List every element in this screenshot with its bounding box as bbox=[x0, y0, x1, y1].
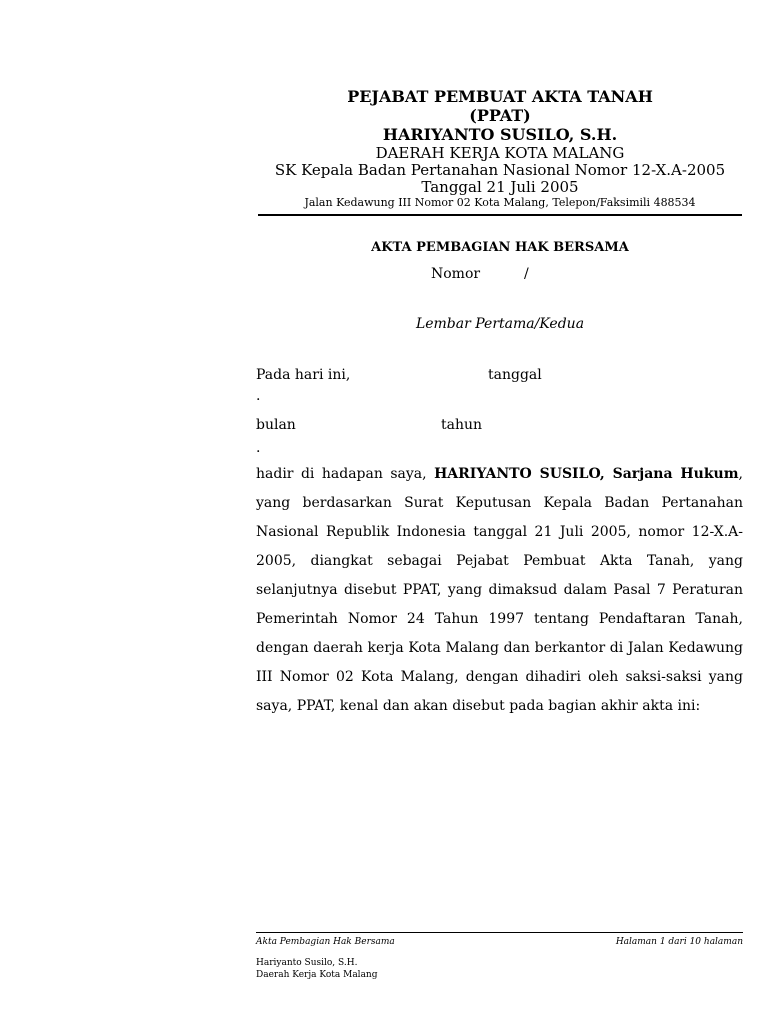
footer-signer-name: Hariyanto Susilo, S.H. bbox=[256, 958, 358, 968]
office-title: PEJABAT PEMBUAT AKTA TANAH bbox=[347, 87, 653, 106]
deed-title: AKTA PEMBAGIAN HAK BERSAMA bbox=[371, 240, 629, 255]
deed-number-label: Nomor bbox=[431, 266, 481, 282]
month-label: bulan bbox=[256, 417, 296, 433]
decree-line: SK Kepala Badan Pertanahan Nasional Nomor 12-X.A-2005 bbox=[274, 161, 726, 179]
work-area: DAERAH KERJA KOTA MALANG bbox=[375, 144, 625, 162]
deed-number-slash: / bbox=[524, 266, 529, 282]
year-dot: . bbox=[256, 440, 261, 456]
footer-divider bbox=[256, 932, 743, 933]
deed-opening-paragraph bbox=[256, 460, 743, 721]
day-label: Pada hari ini, bbox=[256, 367, 351, 383]
sheet-label: Lembar Pertama/Kedua bbox=[415, 316, 585, 332]
date-dot: . bbox=[256, 388, 261, 404]
decree-date: Tanggal 21 Juli 2005 bbox=[421, 178, 579, 196]
office-abbrev: (PPAT) bbox=[469, 106, 531, 125]
paragraph-body: , yang berdasarkan Surat Keputusan Kepala Badan Pertanahan Nasional Republik Indonesia tanggal 21 Juli 2005, nomor 12-X.A-2005, diangkat sebagai Pejabat Pembuat Akta Tanah, yang selanjutnya disebut PPAT, yang dimaksud dalam Pasal 7 Peraturan Pemerintah Nomor 24 Tahun 1997 tentang Pendaftaran Tanah, dengan daerah kerja Kota Malang dan berkantor di Jalan Kedawung III Nomor 02 Kota Malang, dengan dihadiri oleh saksi-saksi yang saya, PPAT, kenal dan akan disebut pada bagian akhir akta ini: bbox=[256, 466, 743, 714]
footer-deed-title: Akta Pembagian Hak Bersama bbox=[256, 937, 395, 947]
official-name: HARIYANTO SUSILO, S.H. bbox=[382, 125, 618, 144]
office-address: Jalan Kedawung III Nomor 02 Kota Malang, Telepon/Faksimili 488534 bbox=[304, 196, 696, 209]
paragraph-intro: hadir di hadapan saya, bbox=[256, 466, 435, 482]
header-divider bbox=[258, 214, 742, 216]
year-label: tahun bbox=[441, 417, 483, 433]
paragraph-official-name: HARIYANTO SUSILO, Sarjana Hukum bbox=[434, 466, 739, 482]
footer-page-number: Halaman 1 dari 10 halaman bbox=[615, 937, 743, 947]
date-label: tanggal bbox=[488, 367, 542, 383]
footer-signer-area: Daerah Kerja Kota Malang bbox=[256, 970, 378, 980]
